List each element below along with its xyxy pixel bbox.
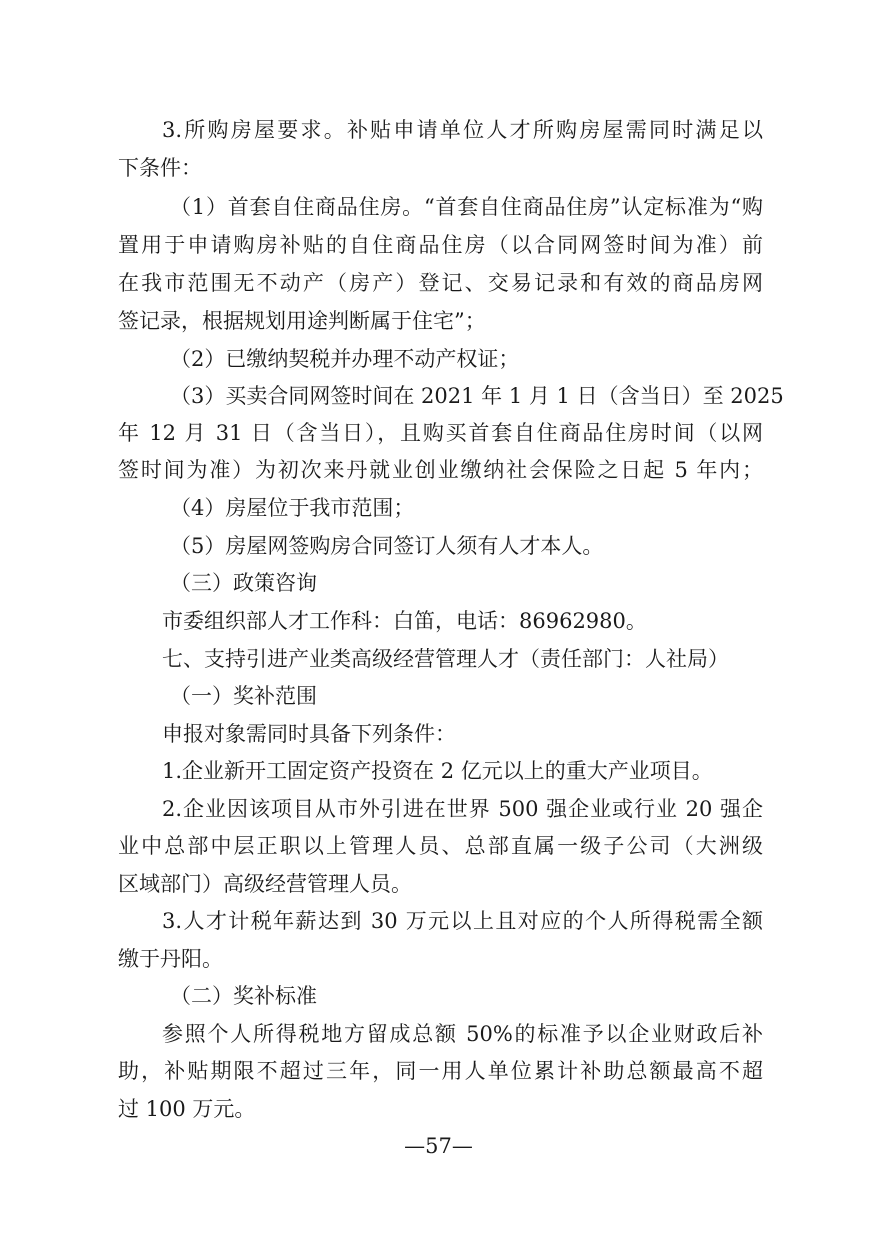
paragraph-line: 下条件：: [118, 156, 202, 180]
paragraph-line: 置用于申请购房补贴的自住商品住房（以合同网签时间为准）前: [118, 233, 763, 257]
paragraph-line: 业中总部中层正职以上管理人员、总部直属一级子公司（大洲级: [118, 834, 763, 858]
paragraph-line: 1.企业新开工固定资产投资在 2 亿元以上的重大产业项目。: [162, 759, 713, 783]
paragraph-line: 助，补贴期限不超过三年，同一用人单位累计补助总额最高不超: [118, 1059, 763, 1083]
paragraph-line: 区域部门）高级经营管理人员。: [118, 872, 412, 896]
paragraph-line: （5）房屋网签购房合同签订人须有人才本人。: [170, 534, 604, 558]
section-heading: （三）政策咨询: [170, 571, 317, 595]
paragraph-line: 过 100 万元。: [118, 1097, 256, 1121]
paragraph-line: 年 12 月 31 日（含当日），且购买首套自住商品住房时间（以网: [118, 421, 763, 445]
paragraph-line: 签记录，根据规划用途判断属于住宅”；: [118, 309, 486, 333]
paragraph-line: 3.所购房屋要求。补贴申请单位人才所购房屋需同时满足以: [162, 118, 763, 142]
paragraph-line: 3.人才计税年薪达到 30 万元以上且对应的个人所得税需全额: [162, 909, 763, 933]
paragraph-line: 在我市范围无不动产（房产）登记、交易记录和有效的商品房网: [118, 271, 763, 295]
paragraph-line: （3）买卖合同网签时间在 2021 年 1 月 1 日（含当日）至 2025: [170, 384, 784, 408]
paragraph-line: 缴于丹阳。: [118, 947, 223, 971]
section-heading: 七、支持引进产业类高级经营管理人才（责任部门：人社局）: [162, 647, 729, 671]
paragraph-line: （1）首套自住商品住房。“首套自住商品住房”认定标准为“购: [170, 195, 763, 219]
section-heading: （一）奖补范围: [170, 684, 317, 708]
paragraph-line: 申报对象需同时具备下列条件：: [162, 722, 456, 746]
paragraph-line: （2）已缴纳契税并办理不动产权证；: [170, 347, 520, 371]
page-number: —57—: [404, 1134, 473, 1158]
section-heading: （二）奖补标准: [170, 984, 317, 1008]
paragraph-line: 签时间为准）为初次来丹就业创业缴纳社会保险之日起 5 年内；: [118, 458, 763, 482]
paragraph-line: 2.企业因该项目从市外引进在世界 500 强企业或行业 20 强企: [162, 797, 763, 821]
paragraph-line: 市委组织部人才工作科：白笛，电话：86962980。: [162, 609, 647, 633]
paragraph-line: 参照个人所得税地方留成总额 50%的标准予以企业财政后补: [162, 1022, 763, 1046]
paragraph-line: （4）房屋位于我市范围；: [170, 496, 415, 520]
